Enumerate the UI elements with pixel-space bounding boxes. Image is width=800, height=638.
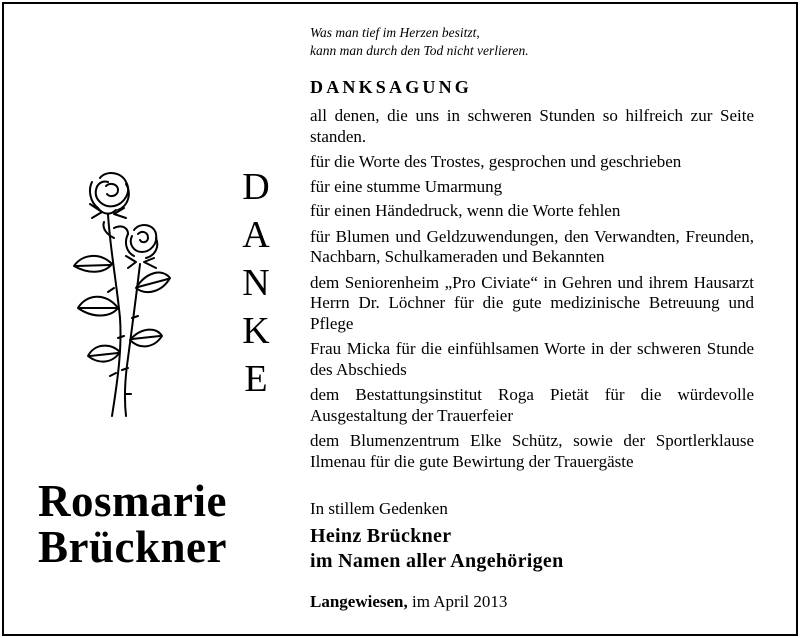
place-date xyxy=(310,592,507,612)
danke-letter: N xyxy=(242,262,270,304)
danke-vertical xyxy=(228,163,284,403)
signer-note: im Namen aller Angehörigen xyxy=(310,550,564,572)
danke-letter: A xyxy=(242,214,270,256)
deceased-last-name: Brückner xyxy=(38,522,227,572)
thanks-paragraph: für Blumen und Geldzuwendungen, den Verwandten, Freunden, Nachbarn, Schulkameraden und Bekannten xyxy=(310,226,754,266)
deceased-name xyxy=(38,478,227,570)
memory-line: In stillem Gedenken xyxy=(310,499,448,518)
heading-danksagung: DANKSAGUNG xyxy=(310,77,473,97)
motto xyxy=(310,24,529,60)
danke-letter: E xyxy=(244,358,268,400)
date-text: im April 2013 xyxy=(412,592,508,611)
thanks-paragraph: Frau Micka für die einfühlsamen Worte in der schweren Stunde des Abschieds xyxy=(310,339,754,379)
thanks-list xyxy=(310,106,754,477)
thanks-paragraph: all denen, die uns in schweren Stunden so hilfreich zur Seite standen. xyxy=(310,106,754,146)
thanks-paragraph: für eine stumme Umarmung xyxy=(310,176,503,196)
place-name: Langewiesen, xyxy=(310,592,408,611)
motto-line-1: Was man tief im Herzen besitzt, xyxy=(310,25,480,40)
thanks-paragraph: für einen Händedruck, wenn die Worte fehlen xyxy=(310,201,621,220)
rose-icon xyxy=(62,168,172,420)
signers xyxy=(310,524,564,574)
signer-name: Heinz Brückner xyxy=(310,525,452,547)
thanks-paragraph: dem Blumenzentrum Elke Schütz, sowie der Sportlerklause Ilmenau für die gute Bewirtung der Trauergäste xyxy=(310,431,754,471)
thanks-paragraph: dem Seniorenheim „Pro Civiate“ in Gehren und ihrem Hausarzt Herrn Dr. Löchner für die gute medizinische Betreuung und Pflege xyxy=(310,272,754,333)
thanks-paragraph: für die Worte des Trostes, gesprochen und geschrieben xyxy=(310,152,682,171)
thanks-paragraph: dem Bestattungsinstitut Roga Pietät für die würdevolle Ausgestaltung der Trauerfeier xyxy=(310,385,754,425)
deceased-first-name: Rosmarie xyxy=(38,476,227,526)
danke-letter: K xyxy=(242,310,270,352)
motto-line-2: kann man durch den Tod nicht verlieren. xyxy=(310,43,529,58)
danke-letter: D xyxy=(242,166,270,208)
